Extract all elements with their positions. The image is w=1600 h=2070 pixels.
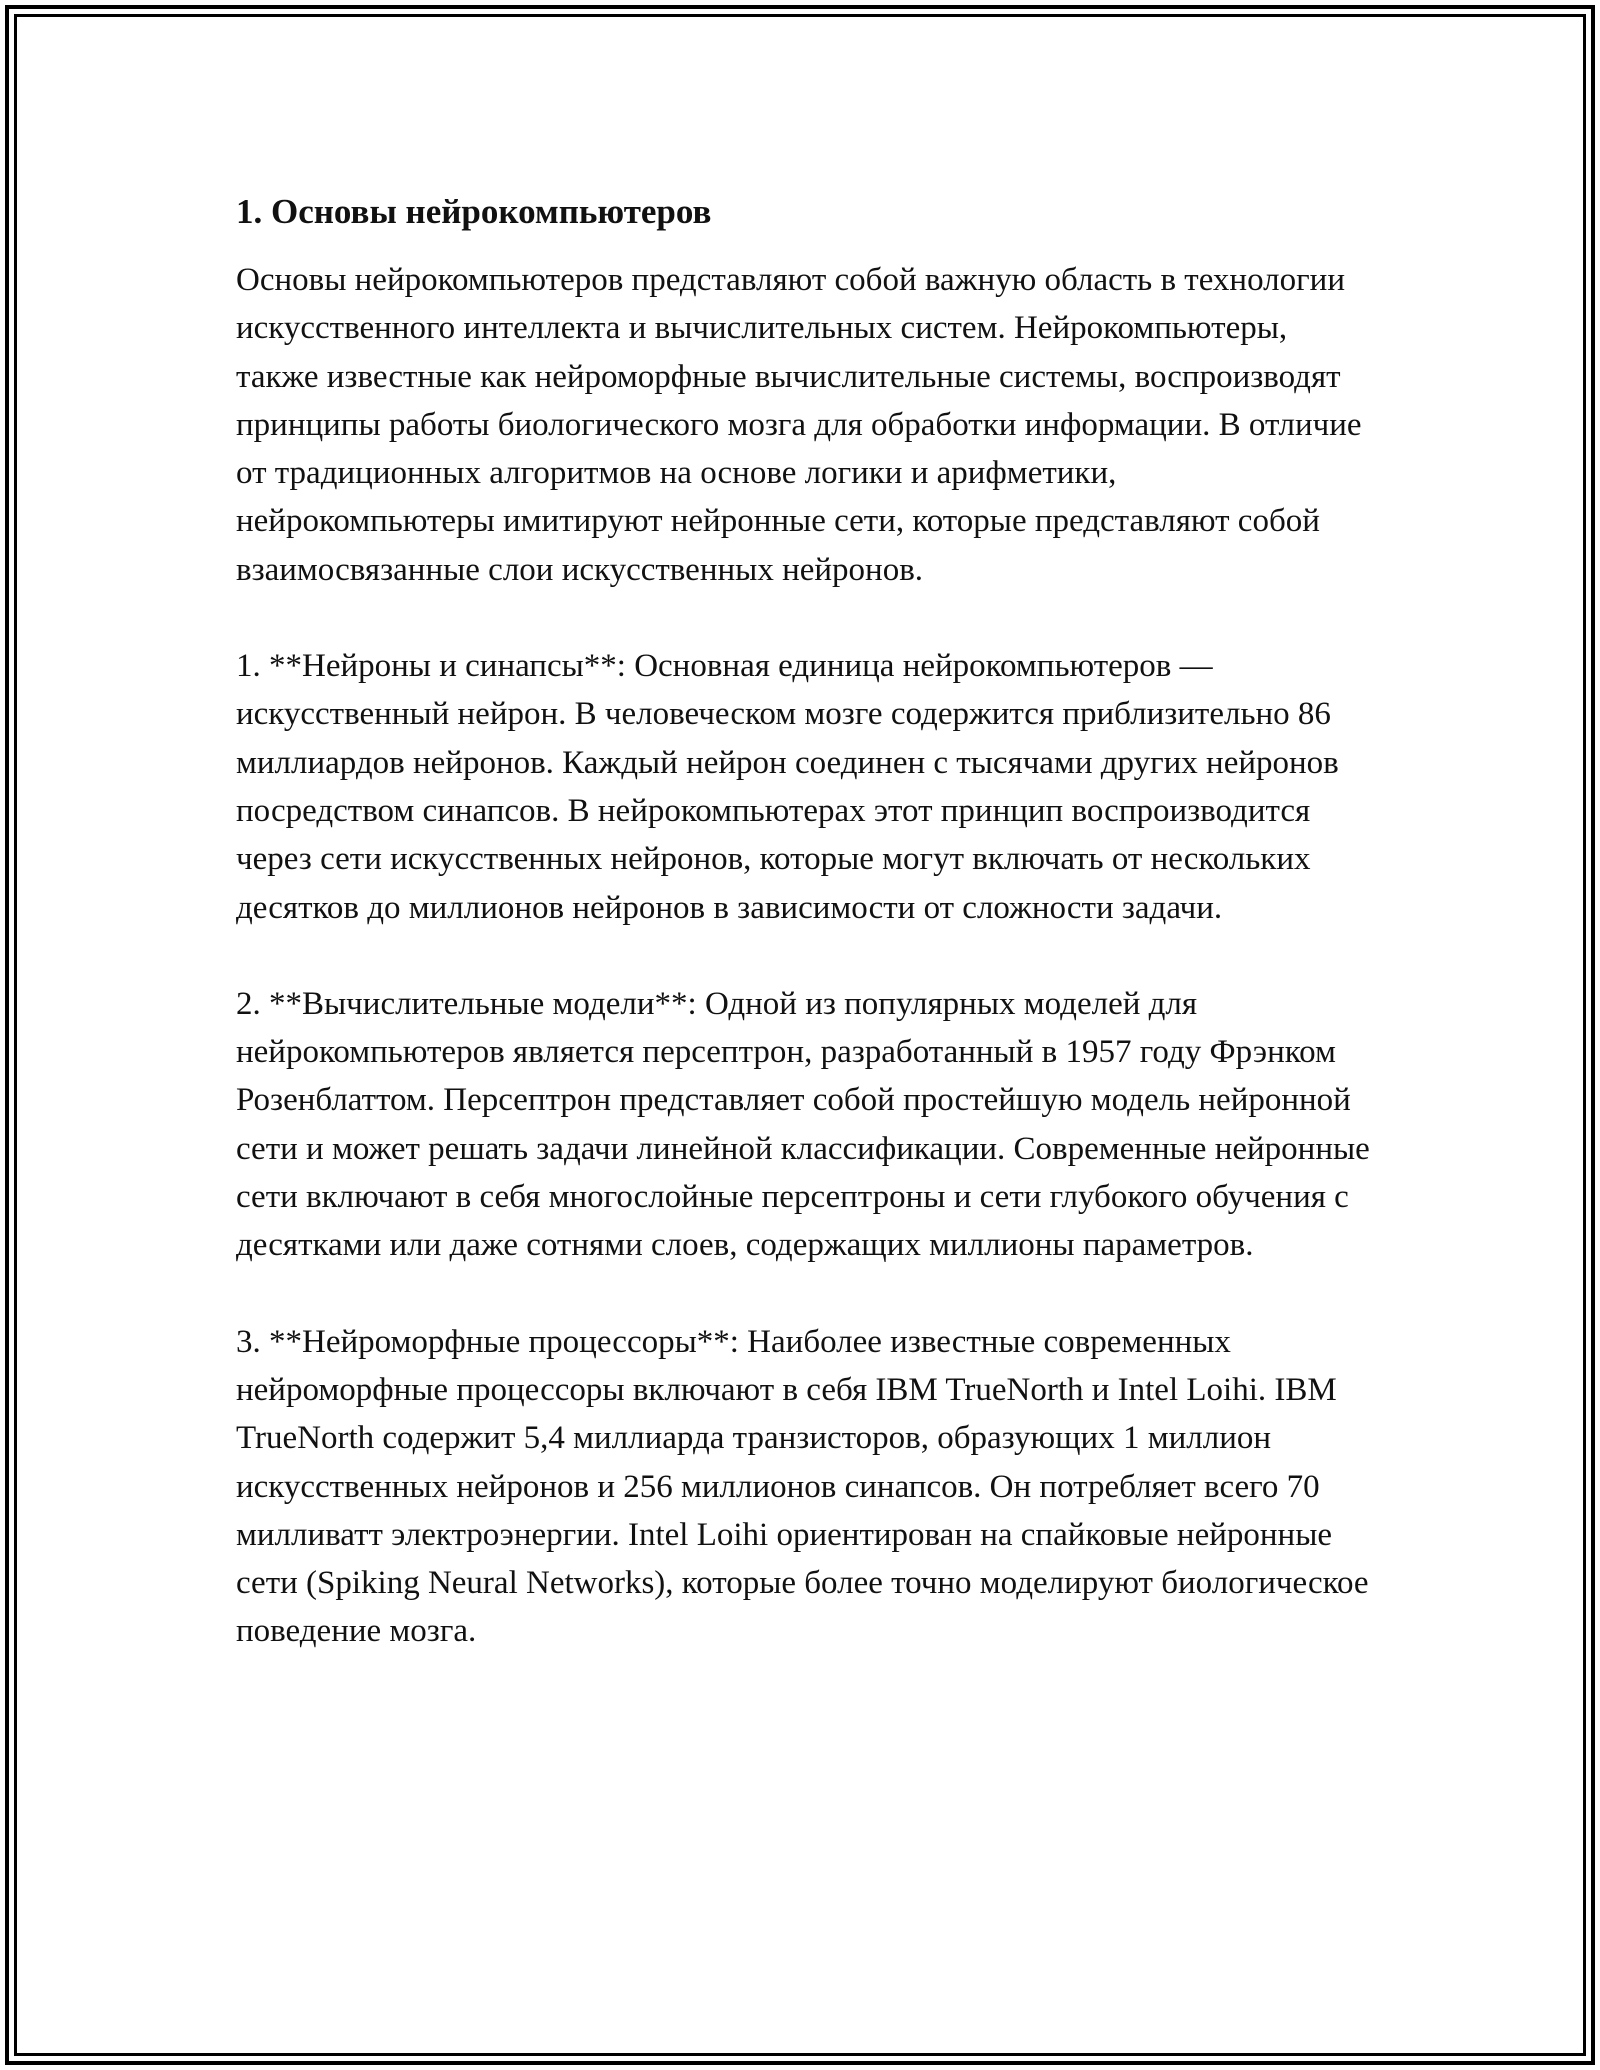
intro-paragraph: Основы нейрокомпьютеров представляют собой важную область в технологии искусственного интеллекта и вычислительных систем. Нейрокомпьютеры, также известные как нейроморфные вычислительные системы, воспроизводят принципы работы биологического мозга для обработки информации. В отличие от традиционных алгоритмов на основе логики и арифметики, нейрокомпьютеры имитируют нейронные сети, которые представляют собой взаимосвязанные слои искусственных нейронов. [236,262,1362,588]
section-heading: 1. Основы нейрокомпьютеров [236,192,712,231]
paragraph-computational-models: 2. **Вычислительные модели**: Одной из популярных моделей для нейрокомпьютеров является персептрон, разработанный в 1957 году Фрэнком Розенблаттом. Персептрон представляет собой простейшую модель нейронной сети и может решать задачи линейной классификации. Современные нейронные сети включают в себя многослойные персептроны и сети глубокого обучения с десятками или даже сотнями слоев, содержащих миллионы параметров. [236,985,1370,1264]
paragraph-neuromorphic-processors: 3. **Нейроморфные процессоры**: Наиболее известные современных нейроморфные процессоры включают в себя IBM TrueNorth и Intel Loihi. IBM TrueNorth содержит 5,4 миллиарда транзисторов, образующих 1 миллион искусственных нейронов и 256 миллионов синапсов. Он потребляет всего 70 милливатт электроэнергии. Intel Loihi ориентирован на спайковые нейронные сети (Spiking Neural Networks), которые более точно моделируют биологическое поведение мозга. [236,1323,1369,1650]
document-body [236,188,1376,1656]
paragraph-neurons-synapses: 1. **Нейроны и синапсы**: Основная единица нейрокомпьютеров — искусственный нейрон. В человеческом мозге содержится приблизительно 86 миллиардов нейронов. Каждый нейрон соединен с тысячами других нейронов посредством синапсов. В нейрокомпьютерах этот принцип воспроизводится через сети искусственных нейронов, которые могут включать от нескольких десятков до миллионов нейронов в зависимости от сложности задачи. [236,648,1339,926]
